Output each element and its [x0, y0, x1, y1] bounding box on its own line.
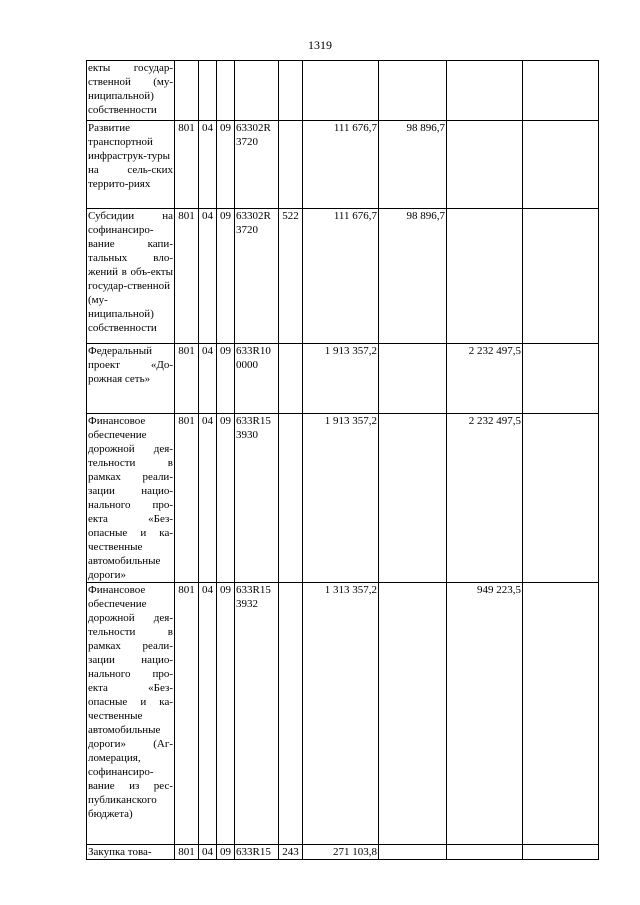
- table-body: [87, 61, 599, 860]
- ministry-code-cell: 801: [175, 583, 199, 845]
- page-number: 1319: [308, 38, 332, 52]
- ministry-code-cell: 801: [175, 414, 199, 583]
- sum-3-cell: 2 232 497,5: [447, 344, 523, 414]
- subsection-code-cell: 09: [217, 209, 235, 344]
- section-code-cell: 04: [199, 344, 217, 414]
- sum-4-cell: [523, 344, 599, 414]
- sum-4-cell: [523, 845, 599, 860]
- row-name-cell: екты государ-​ственной (му-​ниципальной) собственности: [87, 61, 175, 121]
- row-name-cell: Финансовое обеспечение дорожной дея-​тельности в рамках реали-​зации нацио-​нального про-​екта «Без-​опасные и ка-​чественные автомобильные дороги» (Аг-​ломерация, софинансиро-​вание из рес-​публиканского бюджета): [87, 583, 175, 845]
- expense-type-cell: [279, 344, 303, 414]
- sum-2-cell: [379, 61, 447, 121]
- subsection-code-cell: 09: [217, 121, 235, 209]
- expense-type-cell: [279, 121, 303, 209]
- table-row: [87, 583, 599, 845]
- sum-3-cell: [447, 121, 523, 209]
- target-code-cell: 633R15: [235, 845, 279, 860]
- sum-1-cell: 271 103,8: [303, 845, 379, 860]
- section-code-cell: 04: [199, 209, 217, 344]
- sum-2-cell: 98 896,7: [379, 121, 447, 209]
- sum-3-cell: [447, 845, 523, 860]
- section-code-cell: 04: [199, 121, 217, 209]
- sum-4-cell: [523, 414, 599, 583]
- target-code-cell: 633R15 3930: [235, 414, 279, 583]
- sum-2-cell: [379, 344, 447, 414]
- sum-4-cell: [523, 121, 599, 209]
- subsection-code-cell: 09: [217, 845, 235, 860]
- sum-3-cell: 949 223,5: [447, 583, 523, 845]
- row-name-cell: Финансовое обеспечение дорожной дея-​тельности в рамках реали-​зации нацио-​нального про-​екта «Без-​опасные и ка-​чественные автомобильные дороги»: [88, 415, 173, 581]
- subsection-code-cell: [217, 61, 235, 121]
- section-code-cell: 04: [199, 414, 217, 583]
- table-row: [87, 414, 599, 583]
- sum-4-cell: [523, 583, 599, 845]
- row-name-cell: Федеральный проект «До-​рожная сеть»: [87, 344, 175, 414]
- sum-1-cell: 111 676,7: [303, 121, 379, 209]
- table-row: [87, 344, 599, 414]
- expense-type-cell: 243: [279, 845, 303, 860]
- row-name-cell: Развитие транспортной инфраструк-​туры на сель-​ских террито-​риях: [87, 121, 175, 209]
- table-row: [87, 845, 599, 860]
- table-row: [87, 121, 599, 209]
- subsection-code-cell: 09: [217, 414, 235, 583]
- sum-1-cell: 111 676,7: [303, 209, 379, 344]
- row-name-cell: Субсидии на софинансиро-​вание капи-​тальных вло-​жений в объ-​екты государ-​ственной (му-​ниципальной) собственности: [87, 209, 175, 344]
- ministry-code-cell: 801: [175, 209, 199, 344]
- ministry-code-cell: 801: [175, 344, 199, 414]
- sum-3-cell: [447, 61, 523, 121]
- budget-table: [86, 60, 599, 860]
- ministry-code-cell: [175, 61, 199, 121]
- section-code-cell: 04: [199, 583, 217, 845]
- subsection-code-cell: 09: [217, 344, 235, 414]
- sum-3-cell: 2 232 497,5: [447, 414, 523, 583]
- subsection-code-cell: 09: [217, 583, 235, 845]
- ministry-code-cell: 801: [175, 845, 199, 860]
- expense-type-cell: 522: [279, 209, 303, 344]
- target-code-cell: [235, 61, 279, 121]
- sum-4-cell: [523, 61, 599, 121]
- sum-2-cell: [379, 583, 447, 845]
- sum-4-cell: [523, 209, 599, 344]
- section-code-cell: [199, 61, 217, 121]
- table-row: [87, 209, 599, 344]
- sum-2-cell: [379, 845, 447, 860]
- expense-type-cell: [279, 61, 303, 121]
- ministry-code-cell: 801: [175, 121, 199, 209]
- sum-1-cell: 1 313 357,2: [303, 583, 379, 845]
- expense-type-cell: [279, 583, 303, 845]
- sum-1-cell: 1 913 357,2: [303, 344, 379, 414]
- sum-2-cell: [379, 414, 447, 583]
- sum-1-cell: [303, 61, 379, 121]
- target-code-cell: 63302R 3720: [235, 121, 279, 209]
- sum-2-cell: 98 896,7: [379, 209, 447, 344]
- expense-type-cell: [279, 414, 303, 583]
- section-code-cell: 04: [199, 845, 217, 860]
- target-code-cell: 633R15 3932: [235, 583, 279, 845]
- target-code-cell: 63302R 3720: [235, 209, 279, 344]
- table-row: [87, 61, 599, 121]
- target-code-cell: 633R10 0000: [235, 344, 279, 414]
- sum-3-cell: [447, 209, 523, 344]
- sum-1-cell: 1 913 357,2: [303, 414, 379, 583]
- row-name-cell: Закупка това-​: [87, 845, 175, 860]
